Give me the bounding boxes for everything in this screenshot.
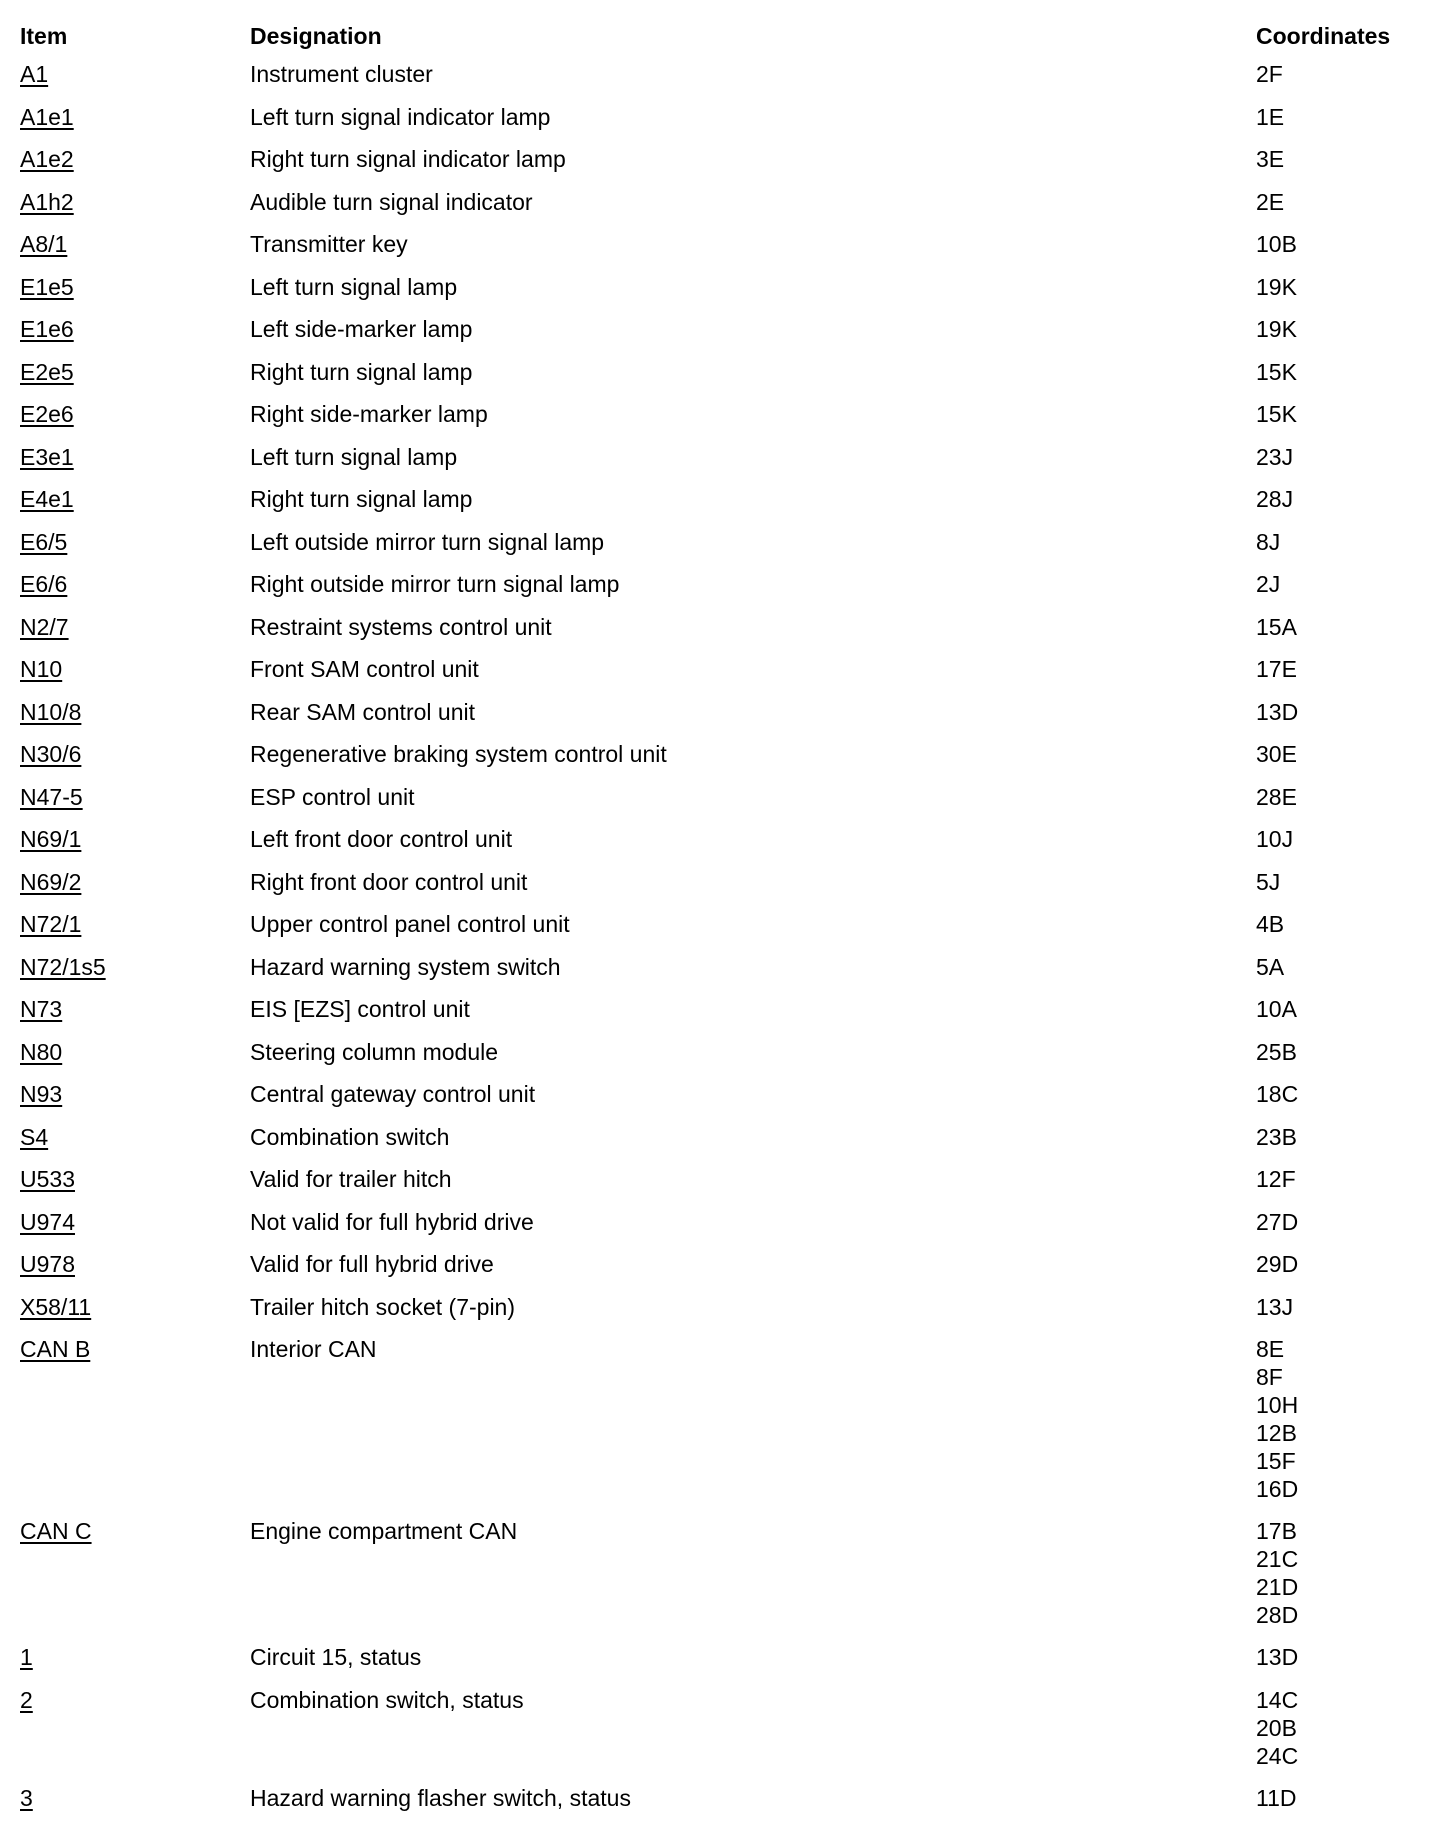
coordinates-cell (1256, 309, 1420, 343)
item-link[interactable]: 3 (20, 1784, 33, 1811)
coordinates-cell (1256, 1074, 1420, 1108)
coordinate-value: 15A (1256, 613, 1297, 640)
item-link[interactable]: E6/5 (20, 528, 68, 555)
coordinate-value: 8J (1256, 528, 1281, 555)
coordinate-value: 3E (1256, 146, 1285, 172)
designation-cell: Left outside mirror turn signal lamp (250, 528, 605, 555)
coordinates-cell (1256, 989, 1420, 1023)
coordinate-value: 13J (1256, 1293, 1294, 1320)
coordinate-value: 17B (1256, 1518, 1297, 1544)
coordinate-value: 23J (1256, 443, 1294, 470)
item-cell (20, 224, 250, 258)
coordinate-value: 11D (1256, 1784, 1297, 1811)
item-link[interactable]: 2 (20, 1686, 33, 1713)
designation-cell: Front SAM control unit (250, 656, 479, 682)
coordinate-value: 15K (1256, 401, 1297, 427)
table-row (20, 54, 1420, 97)
table-row (20, 862, 1420, 905)
coordinate-value: 27D (1256, 1208, 1299, 1235)
designation-cell: Trailer hitch socket (7-pin) (250, 1293, 516, 1320)
item-link[interactable]: CAN C (20, 1518, 92, 1544)
coordinate-value: 18C (1256, 1081, 1299, 1107)
item-cell (20, 862, 250, 896)
coordinate-value: 5J (1256, 868, 1281, 895)
table-row (20, 947, 1420, 990)
coordinate-value: 25B (1256, 1038, 1297, 1065)
designation-cell: Right turn signal lamp (250, 486, 473, 512)
item-link[interactable]: N72/1 (20, 911, 82, 937)
coordinate-value: 4B (1256, 911, 1285, 937)
item-link[interactable]: N72/1s5 (20, 953, 106, 980)
table-row (20, 819, 1420, 862)
designation-cell: Right front door control unit (250, 868, 528, 895)
item-cell (20, 437, 250, 471)
item-link[interactable]: X58/11 (20, 1293, 92, 1320)
item-link[interactable]: N73 (20, 996, 63, 1022)
designation-cell: Steering column module (250, 1038, 499, 1065)
table-row (20, 1202, 1420, 1245)
item-cell (20, 479, 250, 513)
coordinates-cell (1256, 862, 1420, 896)
coordinates-cell (1256, 1637, 1420, 1671)
designation-cell: Circuit 15, status (250, 1644, 422, 1670)
coordinates-cell (1256, 267, 1420, 301)
coordinates-cell (1256, 479, 1420, 513)
table-row (20, 1680, 1420, 1778)
coordinate-value: 8F (1256, 1364, 1283, 1390)
table-row (20, 734, 1420, 777)
designation-cell: Left side-marker lamp (250, 316, 473, 342)
coordinate-value: 24C (1256, 1742, 1299, 1769)
coordinates-cell (1256, 97, 1420, 131)
designation-column-header: Designation (250, 22, 382, 49)
item-link[interactable]: N93 (20, 1081, 63, 1107)
table-row (20, 692, 1420, 735)
table-row (20, 1287, 1420, 1330)
designation-cell: Interior CAN (250, 1336, 377, 1362)
coordinates-cell (1256, 777, 1420, 811)
coordinate-value: 20B (1256, 1714, 1297, 1741)
coordinates-cell (1256, 734, 1420, 768)
designation-cell: Right turn signal indicator lamp (250, 146, 566, 172)
coordinate-value: 8E (1256, 1336, 1285, 1362)
designation-cell: Hazard warning system switch (250, 953, 561, 980)
item-link[interactable]: N2/7 (20, 613, 69, 640)
table-row (20, 564, 1420, 607)
designation-cell: Rear SAM control unit (250, 698, 475, 725)
designation-cell: ESP control unit (250, 783, 415, 810)
designation-cell: Right outside mirror turn signal lamp (250, 571, 620, 597)
designation-cell: Audible turn signal indicator (250, 188, 533, 215)
item-link[interactable]: U533 (20, 1166, 75, 1192)
coordinate-value: 10J (1256, 826, 1294, 852)
table-row (20, 607, 1420, 650)
item-cell (20, 97, 250, 131)
designation-cell: Right side-marker lamp (250, 401, 488, 427)
table-row (20, 1329, 1420, 1511)
coordinates-cell (1256, 224, 1420, 258)
item-cell (20, 989, 250, 1023)
table-row (20, 1637, 1420, 1680)
coordinates-cell (1256, 1159, 1420, 1193)
item-cell (20, 692, 250, 726)
coordinates-cell (1256, 692, 1420, 726)
coordinate-value: 21C (1256, 1546, 1299, 1572)
coordinate-value: 28E (1256, 783, 1297, 810)
item-link[interactable]: A1 (20, 61, 49, 87)
coordinate-value: 13D (1256, 698, 1299, 725)
table-row (20, 309, 1420, 352)
coordinates-cell (1256, 1680, 1420, 1770)
table-row (20, 182, 1420, 225)
coordinate-value: 28J (1256, 486, 1294, 512)
coordinates-cell (1256, 1329, 1420, 1503)
coordinates-cell (1256, 352, 1420, 386)
item-link[interactable]: S4 (20, 1123, 49, 1150)
table-row (20, 649, 1420, 692)
coordinates-cell (1256, 904, 1420, 938)
item-cell (20, 139, 250, 173)
coordinate-value: 29D (1256, 1251, 1299, 1277)
item-cell (20, 1202, 250, 1236)
table-row (20, 267, 1420, 310)
designation-cell: Engine compartment CAN (250, 1518, 518, 1544)
coordinates-cell (1256, 437, 1420, 471)
coordinates-cell (1256, 1287, 1420, 1321)
coordinate-value: 19K (1256, 273, 1297, 300)
table-row (20, 1244, 1420, 1287)
item-cell (20, 1778, 250, 1812)
coordinate-value: 15K (1256, 358, 1297, 385)
item-cell (20, 1117, 250, 1151)
coordinates-cell (1256, 947, 1420, 981)
table-row (20, 224, 1420, 267)
coordinates-cell (1256, 564, 1420, 598)
designation-cell: Central gateway control unit (250, 1081, 536, 1107)
item-link[interactable]: CAN B (20, 1336, 91, 1362)
coordinate-value: 21D (1256, 1574, 1299, 1600)
designation-cell: Right turn signal lamp (250, 358, 473, 385)
item-cell (20, 522, 250, 556)
item-cell (20, 394, 250, 428)
designation-cell: Left turn signal indicator lamp (250, 103, 551, 130)
coordinate-value: 16D (1256, 1476, 1299, 1502)
designation-cell: Combination switch, status (250, 1686, 524, 1713)
designation-cell: Transmitter key (250, 231, 408, 257)
table-row (20, 1778, 1420, 1821)
item-cell (20, 182, 250, 216)
coordinate-value: 30E (1256, 741, 1297, 767)
table-row (20, 479, 1420, 522)
coordinate-value: 10A (1256, 996, 1297, 1022)
designation-cell: Restraint systems control unit (250, 613, 552, 640)
item-link[interactable]: N10/8 (20, 698, 82, 725)
item-link[interactable]: 1 (20, 1644, 33, 1670)
item-link[interactable]: U978 (20, 1251, 75, 1277)
item-link[interactable]: N10 (20, 656, 63, 682)
item-cell (20, 1680, 250, 1714)
table-row (20, 777, 1420, 820)
coordinates-cell (1256, 1032, 1420, 1066)
item-link[interactable]: A8/1 (20, 231, 68, 257)
item-cell (20, 1637, 250, 1671)
item-link[interactable]: A1e1 (20, 103, 74, 130)
item-cell (20, 309, 250, 343)
coordinate-value: 1E (1256, 103, 1285, 130)
coordinates-cell (1256, 819, 1420, 853)
table-row (20, 1117, 1420, 1160)
designation-cell: Not valid for full hybrid drive (250, 1208, 534, 1235)
coordinates-cell (1256, 394, 1420, 428)
designation-cell: Regenerative braking system control unit (250, 741, 667, 767)
designation-cell: Instrument cluster (250, 61, 433, 87)
item-cell (20, 607, 250, 641)
designation-cell: Left front door control unit (250, 826, 513, 852)
item-cell (20, 777, 250, 811)
item-link[interactable]: E1e5 (20, 273, 74, 300)
coordinate-value: 19K (1256, 316, 1297, 342)
item-cell (20, 267, 250, 301)
designation-cell: Left turn signal lamp (250, 443, 458, 470)
table-row (20, 522, 1420, 565)
item-cell (20, 1244, 250, 1278)
coordinates-cell (1256, 649, 1420, 683)
item-cell (20, 54, 250, 88)
item-link[interactable]: N69/1 (20, 826, 82, 852)
coordinates-cell (1256, 1778, 1420, 1812)
item-cell (20, 564, 250, 598)
table-row (20, 394, 1420, 437)
coordinates-cell (1256, 54, 1420, 88)
item-cell (20, 1511, 250, 1545)
coordinates-cell (1256, 139, 1420, 173)
coordinate-value: 14C (1256, 1686, 1299, 1713)
table-row (20, 97, 1420, 140)
coordinate-value: 2F (1256, 61, 1283, 87)
item-cell (20, 819, 250, 853)
coordinate-value: 10H (1256, 1392, 1299, 1418)
table-row (20, 1511, 1420, 1637)
item-cell (20, 1074, 250, 1108)
item-link[interactable]: E3e1 (20, 443, 74, 470)
table-row (20, 139, 1420, 182)
legend-header-row (20, 18, 1420, 54)
item-link[interactable]: A1h2 (20, 188, 74, 215)
table-row (20, 904, 1420, 947)
item-cell (20, 1032, 250, 1066)
item-link[interactable]: E1e6 (20, 316, 74, 342)
designation-cell: Hazard warning flasher switch, status (250, 1784, 631, 1811)
designation-cell: EIS [EZS] control unit (250, 996, 470, 1022)
item-cell (20, 1287, 250, 1321)
coordinate-value: 28D (1256, 1602, 1299, 1628)
coordinates-cell (1256, 182, 1420, 216)
coordinates-cell (1256, 1117, 1420, 1151)
item-cell (20, 904, 250, 938)
table-row (20, 352, 1420, 395)
item-cell (20, 1329, 250, 1363)
item-cell (20, 734, 250, 768)
item-link[interactable]: N80 (20, 1038, 63, 1065)
item-cell (20, 352, 250, 386)
item-link[interactable]: E2e5 (20, 358, 74, 385)
item-link[interactable]: N69/2 (20, 868, 82, 895)
table-row (20, 437, 1420, 480)
coordinate-value: 2J (1256, 571, 1281, 597)
coordinate-value: 15F (1256, 1448, 1296, 1474)
item-link[interactable]: E2e6 (20, 401, 74, 427)
coordinate-value: 12F (1256, 1166, 1296, 1192)
legend-table (20, 18, 1420, 1820)
item-link[interactable]: U974 (20, 1208, 75, 1235)
coordinates-cell (1256, 1511, 1420, 1629)
coordinate-value: 17E (1256, 656, 1297, 682)
item-cell (20, 947, 250, 981)
coordinate-value: 23B (1256, 1123, 1297, 1150)
coordinates-cell (1256, 1202, 1420, 1236)
table-row (20, 1159, 1420, 1202)
item-cell (20, 1159, 250, 1193)
coordinates-cell (1256, 522, 1420, 556)
designation-cell: Valid for trailer hitch (250, 1166, 452, 1192)
table-row (20, 1074, 1420, 1117)
item-link[interactable]: N30/6 (20, 741, 82, 767)
coordinates-cell (1256, 607, 1420, 641)
coordinate-value: 13D (1256, 1644, 1299, 1670)
table-row (20, 989, 1420, 1032)
coordinates-column-header: Coordinates (1256, 22, 1391, 49)
coordinate-value: 12B (1256, 1420, 1297, 1446)
item-link[interactable]: A1e2 (20, 146, 74, 172)
designation-cell: Combination switch (250, 1123, 450, 1150)
legend-rows (20, 54, 1420, 1820)
coordinates-cell (1256, 1244, 1420, 1278)
designation-cell: Upper control panel control unit (250, 911, 570, 937)
item-column-header: Item (20, 22, 68, 49)
coordinate-value: 5A (1256, 953, 1285, 980)
designation-cell: Valid for full hybrid drive (250, 1251, 494, 1277)
item-link[interactable]: E6/6 (20, 571, 68, 597)
item-cell (20, 649, 250, 683)
coordinate-value: 2E (1256, 188, 1285, 215)
item-link[interactable]: E4e1 (20, 486, 74, 512)
designation-cell: Left turn signal lamp (250, 273, 458, 300)
table-row (20, 1032, 1420, 1075)
item-link[interactable]: N47-5 (20, 783, 83, 810)
coordinate-value: 10B (1256, 231, 1297, 257)
